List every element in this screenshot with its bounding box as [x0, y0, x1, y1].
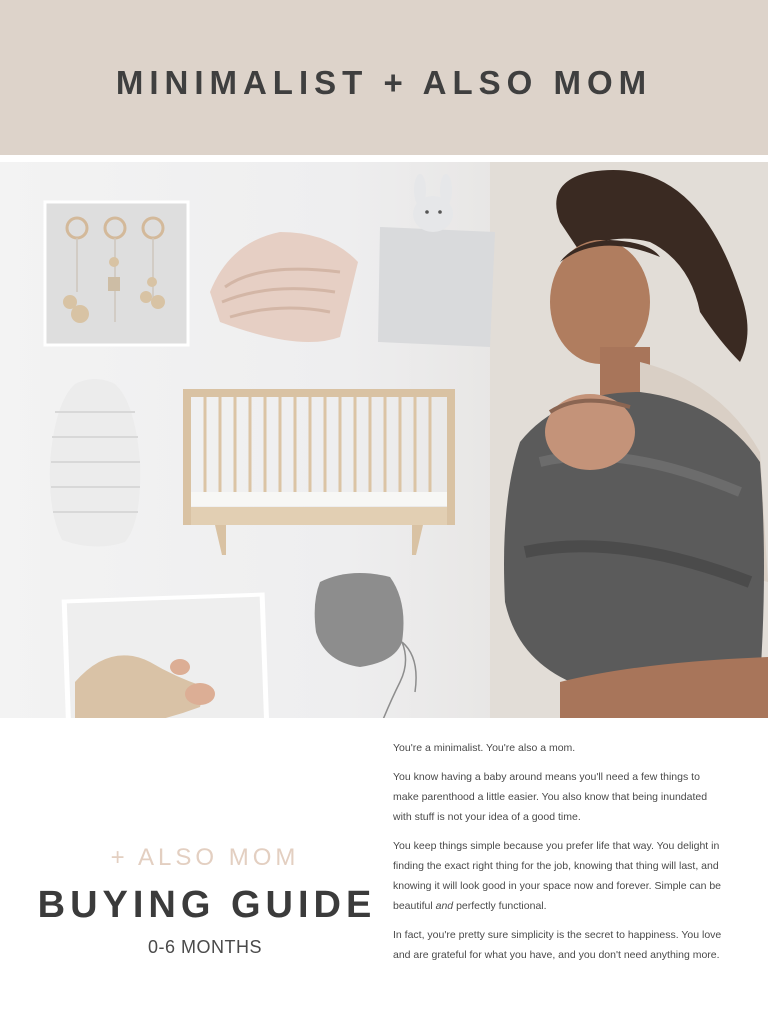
crib-image — [183, 389, 455, 555]
intro-paragraph-3-text: You keep things simple because you prefer life that way. You delight in finding the exact right thing for the job, knowing that thing will last, and knowing it will look good in your space now and forever. Simple can be beautiful — [393, 840, 722, 912]
swaddle-blanket-image — [210, 232, 358, 342]
mother-with-baby-photo — [490, 162, 768, 718]
header-banner — [0, 0, 768, 155]
guide-title: BUYING GUIDE — [37, 884, 377, 926]
guide-subtitle: + ALSO MOM — [110, 844, 300, 871]
intro-paragraph-3-emphasis: and — [435, 900, 454, 912]
intro-paragraph-4: In fact, you're pretty sure simplicity is the secret to happiness. You love and are grateful for what you have, and you don't need anything more. — [393, 929, 722, 961]
divider — [0, 155, 768, 162]
bonnet-image — [315, 573, 416, 718]
intro-paragraph-1: You're a minimalist. You're also a mom. — [393, 742, 576, 754]
intro-paragraph-3-end: perfectly functional. — [453, 900, 547, 912]
sleep-sack-image — [50, 379, 140, 547]
intro-paragraph-3 — [393, 836, 723, 916]
collage-illustrations — [0, 162, 768, 718]
header-title: MINIMALIST + ALSO MOM — [115, 64, 653, 101]
intro-paragraph-2: You know having a baby around means you'll need a few things to make parenthood a little easier. You also know that being inundated with stuff is not your idea of a good time. — [393, 771, 708, 823]
play-gym-toys-image — [45, 202, 188, 345]
bunny-lovey-image — [378, 174, 495, 347]
intro-text — [393, 738, 723, 974]
product-collage — [0, 162, 768, 718]
baby-feet-photo — [62, 592, 272, 718]
age-range: 0-6 MONTHS — [147, 937, 262, 957]
